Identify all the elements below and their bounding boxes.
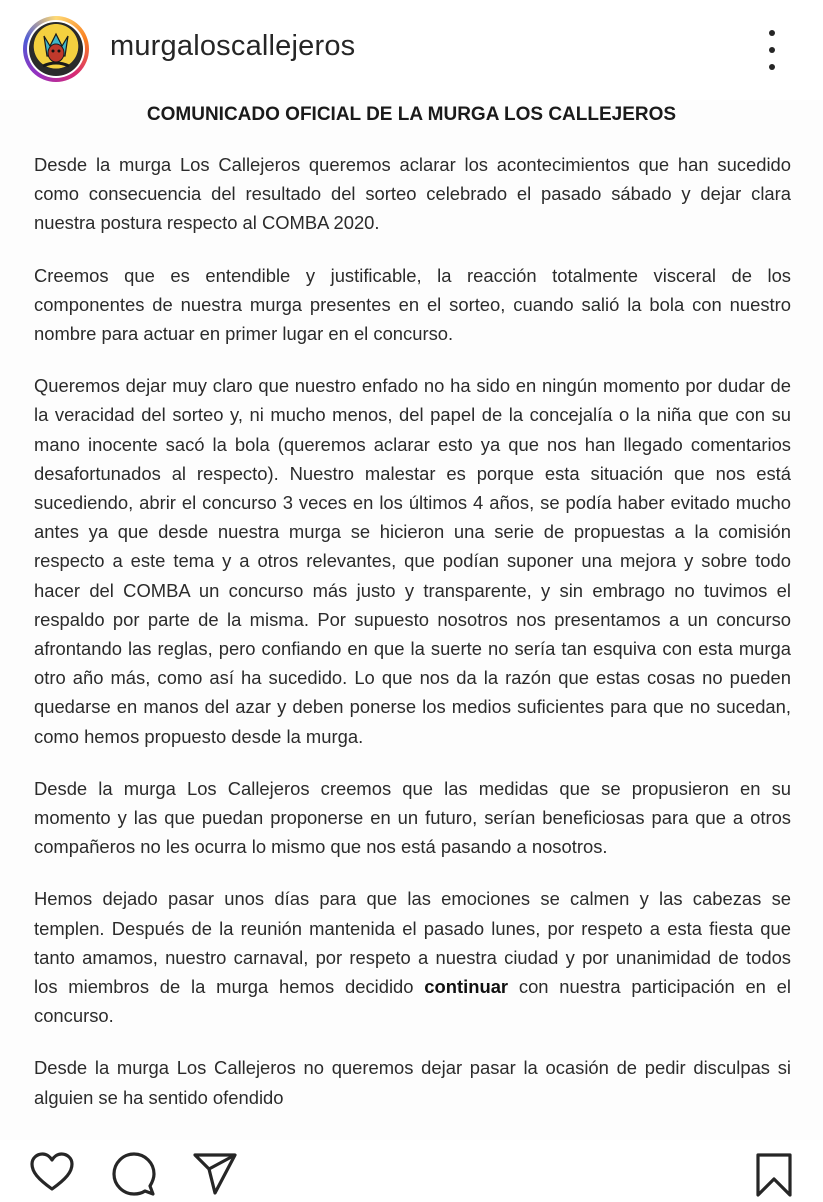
more-dot (769, 64, 775, 70)
paragraph-5 (34, 884, 791, 1030)
avatar-ring-inner (27, 20, 85, 78)
username-link[interactable]: murgaloscallejeros (110, 30, 356, 62)
document-title: COMUNICADO OFICIAL DE LA MURGA LOS CALLEJEROS (146, 104, 677, 125)
post-header (0, 0, 823, 101)
more-options-icon[interactable] (762, 30, 782, 70)
paragraph-5-end: con nuestra participación en el concurso. (34, 976, 791, 1027)
paragraph-6: Desde la murga Los Callejeros no queremos dejar pasar la ocasión de pedir disculpas si alguien se ha sentido ofendido (34, 1057, 791, 1108)
paragraph-5-text: Hemos dejado pasar unos días para que las emociones se calmen y las cabezas se templen. Después de la reunión mantenida el pasado lunes, por respeto a esta fiesta que tanto amamos, nuestro carnaval, por respeto a nuestra ciudad y por unanimidad de todos los miembros de la murga hemos decidido (34, 888, 791, 998)
document-body (34, 150, 791, 1135)
paragraph-1: Desde la murga Los Callejeros queremos aclarar los acontecimientos que han sucedido como consecuencia del resultado del sorteo celebrado el pasado sábado y dejar clara nuestra postura respecto al COMBA 2020. (34, 154, 791, 234)
bookmark-icon[interactable] (754, 1152, 794, 1202)
paragraph-4: Desde la murga Los Callejeros creemos que las medidas que se propusieron en su momento y las que puedan proponerse en un futuro, serían beneficiosas para que a otros compañeros no les ocurra lo mismo que nos está pasando a nosotros. (34, 777, 791, 858)
paragraph-3: Queremos dejar muy claro que nuestro enfado no ha sido en ningún momento por dudar de la veracidad del sorteo y, ni mucho menos, del papel de la concejalía o la niña que con su mano inocente sacó la bola (queremos aclarar esto ya que nos han llegado comentarios desafortunados al respecto). Nuestro malestar es porque esta situación que nos está sucediendo, abrir el concurso 3 veces en los últimos 4 años, se podía haber evitado mucho antes ya que desde nuestra murga se hicieron una serie de propuestas a la comisión respecto a este tema y a otros relevantes, que podían suponer una mejora y sobre todo hacer del COMBA un concurso más justo y transparente, y sin embrago no tuvimos el respaldo por parte de la misma. Por supuesto nosotros nos presentamos a un concurso afrontando las reglas, pero confiando en que la suerte no sería tan esquiva con esta murga otro año más, como así ha sucedido. Lo que nos da la razón que estas cosas no pueden quedarse en manos del azar y deben ponerse los medios suficientes para que no sucedan, como hemos propuesto desde la murga. (34, 375, 791, 747)
heart-icon[interactable] (30, 1152, 74, 1196)
paragraph-5-bold: continuar (424, 976, 509, 998)
post-image[interactable] (0, 100, 823, 1140)
comment-icon[interactable] (112, 1152, 156, 1200)
murga-logo-avatar-icon (29, 22, 83, 76)
action-bar (0, 1140, 823, 1200)
more-dot (769, 30, 775, 36)
paragraph-2: Creemos que es entendible y justificable, la reacción totalmente visceral de los componentes de nuestra murga presentes en el sorteo, cuando salió la bola con nuestro nombre para actuar en primer lugar en el concurso. (34, 264, 791, 345)
more-dot (769, 47, 775, 53)
avatar[interactable] (23, 16, 89, 82)
share-icon[interactable] (193, 1152, 237, 1200)
